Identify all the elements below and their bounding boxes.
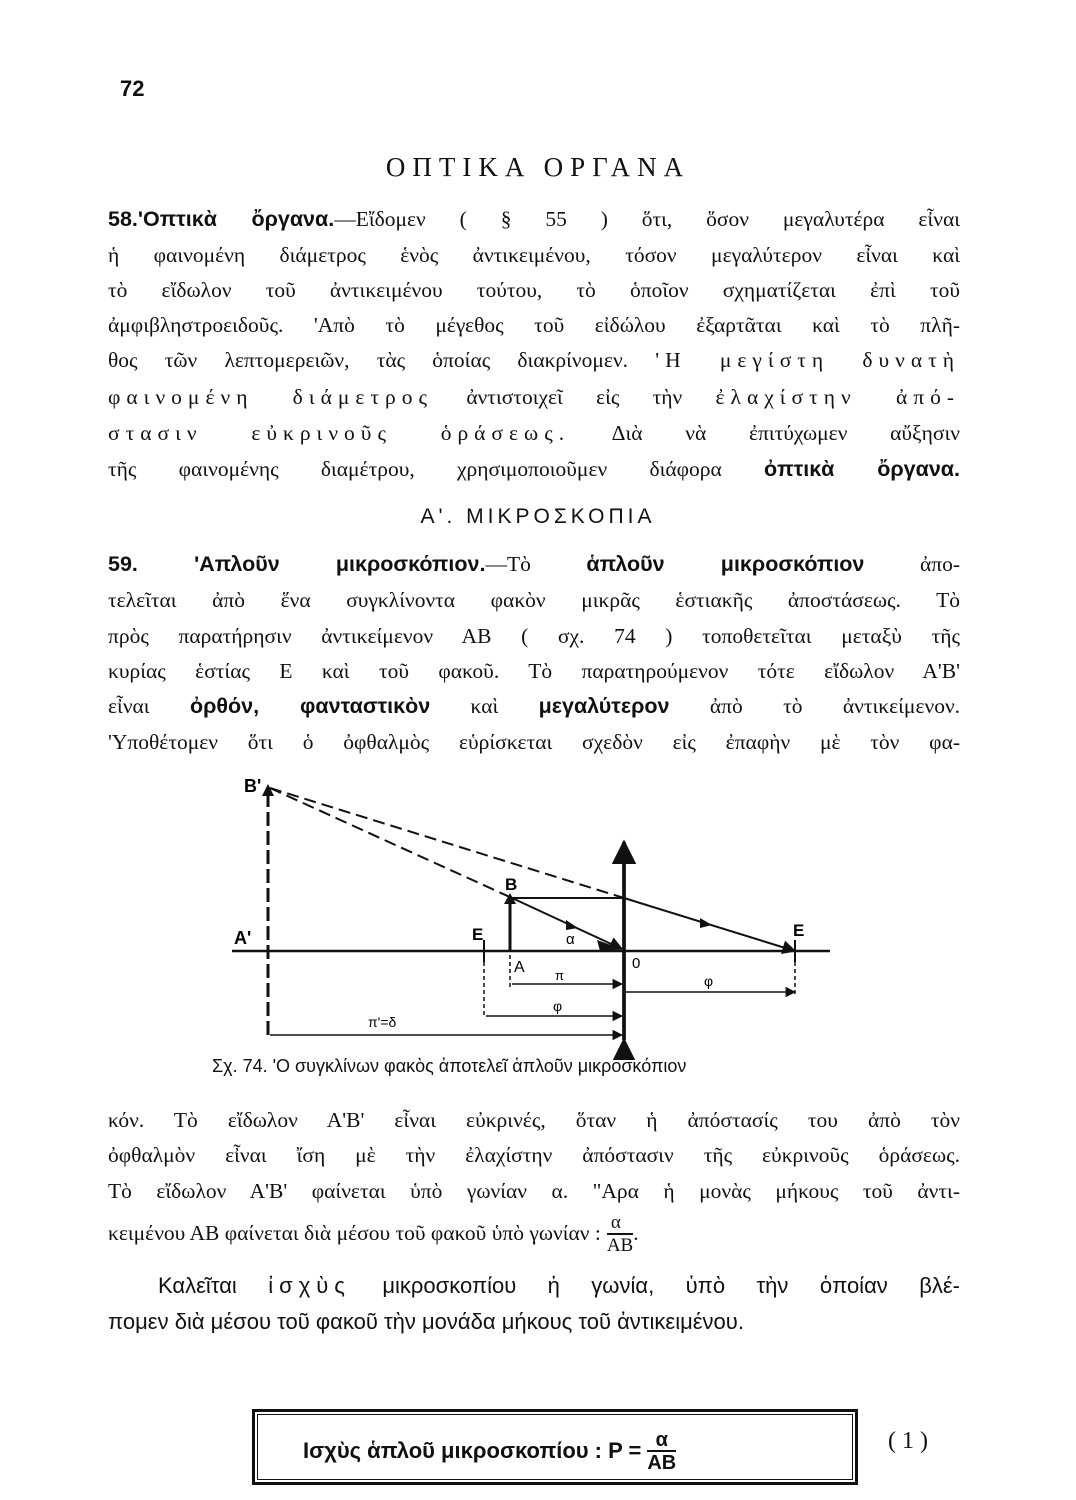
- formula-text: Ισχὺς ἁπλοῦ μικροσκοπίου : P = $\frac{\alpha}{AB}$: [303, 1429, 677, 1474]
- figure-caption: Σχ. 74. 'Ο συγκλίνων φακὸς ἀποτελεῖ ἁπλοῦν μικροσκόπιον: [212, 1056, 687, 1076]
- s59-line-4: κυρίας ἑστίας Ε καὶ τοῦ φακοῦ. Τὸ παρατηρούμενον τότε εἴδωλον Α'Β': [108, 659, 960, 683]
- section-58-heading: 58.'Οπτικὰ ὄργανα.: [108, 207, 335, 231]
- s58-line-3: τὸ εἴδωλον τοῦ ἀντικειμένου τούτου, τὸ ὁποῖον σχηματίζεται ἐπὶ τοῦ: [108, 278, 960, 302]
- cont-line-1: κόν. Τὸ εἴδωλον Α'Β' εἶναι εὐκρινές, ὅταν ἡ ἀπόστασίς του ἀπὸ τὸν: [108, 1108, 960, 1132]
- figure-74-diagram: [0, 770, 1076, 1060]
- s58-line-6: φαινομένη διάμετρος ἀντιστοιχεῖ εἰς τὴν ἐλαχίστην ἀπό-: [108, 385, 961, 409]
- formula-fraction: $\frac{\alpha}{AB}$: [647, 1429, 677, 1474]
- cont-line-2: ὀφθαλμὸν εἶναι ἴση μὲ τὴν ἐλαχίστην ἀπόστασιν τῆς εὐκρινοῦς ὁράσεως.: [108, 1143, 960, 1167]
- label-n-delta: π'=δ: [368, 1014, 397, 1030]
- label-a: Α: [514, 959, 525, 976]
- label-phi-lower: φ: [553, 998, 563, 1014]
- label-pi: π: [555, 968, 564, 983]
- chapter-title: ΟΠΤΙΚΑ ΟΡΓΑΝΑ: [385, 152, 691, 182]
- label-e-left: Ε: [472, 925, 484, 944]
- s58-line-4: ἀμφιβληστροειδοῦς. 'Απὸ τὸ μέγεθος τοῦ εἰδώλου ἐξαρτᾶται καὶ τὸ πλῆ-: [108, 313, 960, 337]
- page-number: 72: [120, 76, 145, 101]
- s59-line-5: εἶναι ὀρθόν, φανταστικὸν καὶ μεγαλύτερον ἀπὸ τὸ ἀντικείμενον.: [108, 694, 961, 718]
- s58-line-1: 58.'Οπτικὰ ὄργανα.—Εἴδομεν ( § 55 ) ὅτι, ὅσον μεγαλυτέρα εἶναι: [108, 207, 960, 231]
- label-alpha: α: [566, 931, 575, 948]
- s59-line-3: πρὸς παρατήρησιν ἀντικείμενον ΑΒ ( σχ. 74 ) τοποθετεῖται μεταξὺ τῆς: [108, 624, 960, 648]
- power-line-2: πομεν διὰ μέσου τοῦ φακοῦ τὴν μονάδα μήκους τοῦ ἀντικειμένου.: [108, 1309, 744, 1334]
- formula-number: ( 1 ): [888, 1428, 928, 1454]
- label-e-right: Ε: [793, 921, 805, 940]
- cont-line-3: Τὸ εἴδωλον Α'Β' φαίνεται ὑπὸ γωνίαν α. "Αρα ἡ μονὰς μήκους τοῦ ἀντι-: [108, 1179, 960, 1203]
- s58-line-5: θος τῶν λεπτομερειῶν, τὰς ὁποίας διακρίνομεν. 'Η μεγίστη δυνατὴ: [108, 348, 961, 372]
- s58-line-2: ἡ φαινομένη διάμετρος ἑνὸς ἀντικειμένου, τόσον μεγαλύτερον εἶναι καὶ: [108, 243, 960, 267]
- label-o: 0: [632, 955, 641, 972]
- s59-line-1: 59. 'Απλοῦν μικροσκόπιον.—Τὸ ἁπλοῦν μικροσκόπιον ἀπο-: [108, 552, 961, 576]
- s58-line-8: τῆς φαινομένης διαμέτρου, χρησιμοποιοῦμεν διάφορα ὀπτικὰ ὄργανα.: [108, 457, 960, 481]
- formula-box: [252, 1409, 858, 1485]
- cont-line-4: κειμένου ΑΒ φαίνεται διὰ μέσου τοῦ φακοῦ ὑπὸ γωνίαν : $\frac{\alpha}{AB}$ .: [108, 1212, 639, 1256]
- s59-line-6: 'Υποθέτομεν ὅτι ὁ ὀφθαλμὸς εὑρίσκεται σχεδὸν εἰς ἐπαφὴν μὲ τὸν φα-: [108, 730, 960, 754]
- label-b-prime: Β': [244, 776, 262, 796]
- section-59-heading: 59. 'Απλοῦν μικροσκόπιον.: [108, 552, 486, 576]
- power-line-1: Καλεῖται ἰσχὺς μικροσκοπίου ἡ γωνία, ὑπὸ τὴν ὁποίαν βλέ-: [158, 1273, 960, 1298]
- label-a-prime: Α': [234, 928, 252, 948]
- s58-line-7: στασιν εὐκρινοῦς ὁράσεως. Διὰ νὰ ἐπιτύχωμεν αὔξησιν: [108, 421, 960, 445]
- s59-line-2: τελεῖται ἀπὸ ἕνα συγκλίνοντα φακὸν μικρᾶς ἑστιακῆς ἀποστάσεως. Τὸ: [108, 588, 960, 612]
- label-b: Β: [505, 875, 518, 894]
- label-phi-right: φ: [704, 973, 714, 989]
- fraction-alpha-ab: $\frac{\alpha}{AB}$: [606, 1212, 634, 1256]
- subheading-microscopes: Α'. ΜΙΚΡΟΣΚΟΠΙΑ: [420, 505, 656, 528]
